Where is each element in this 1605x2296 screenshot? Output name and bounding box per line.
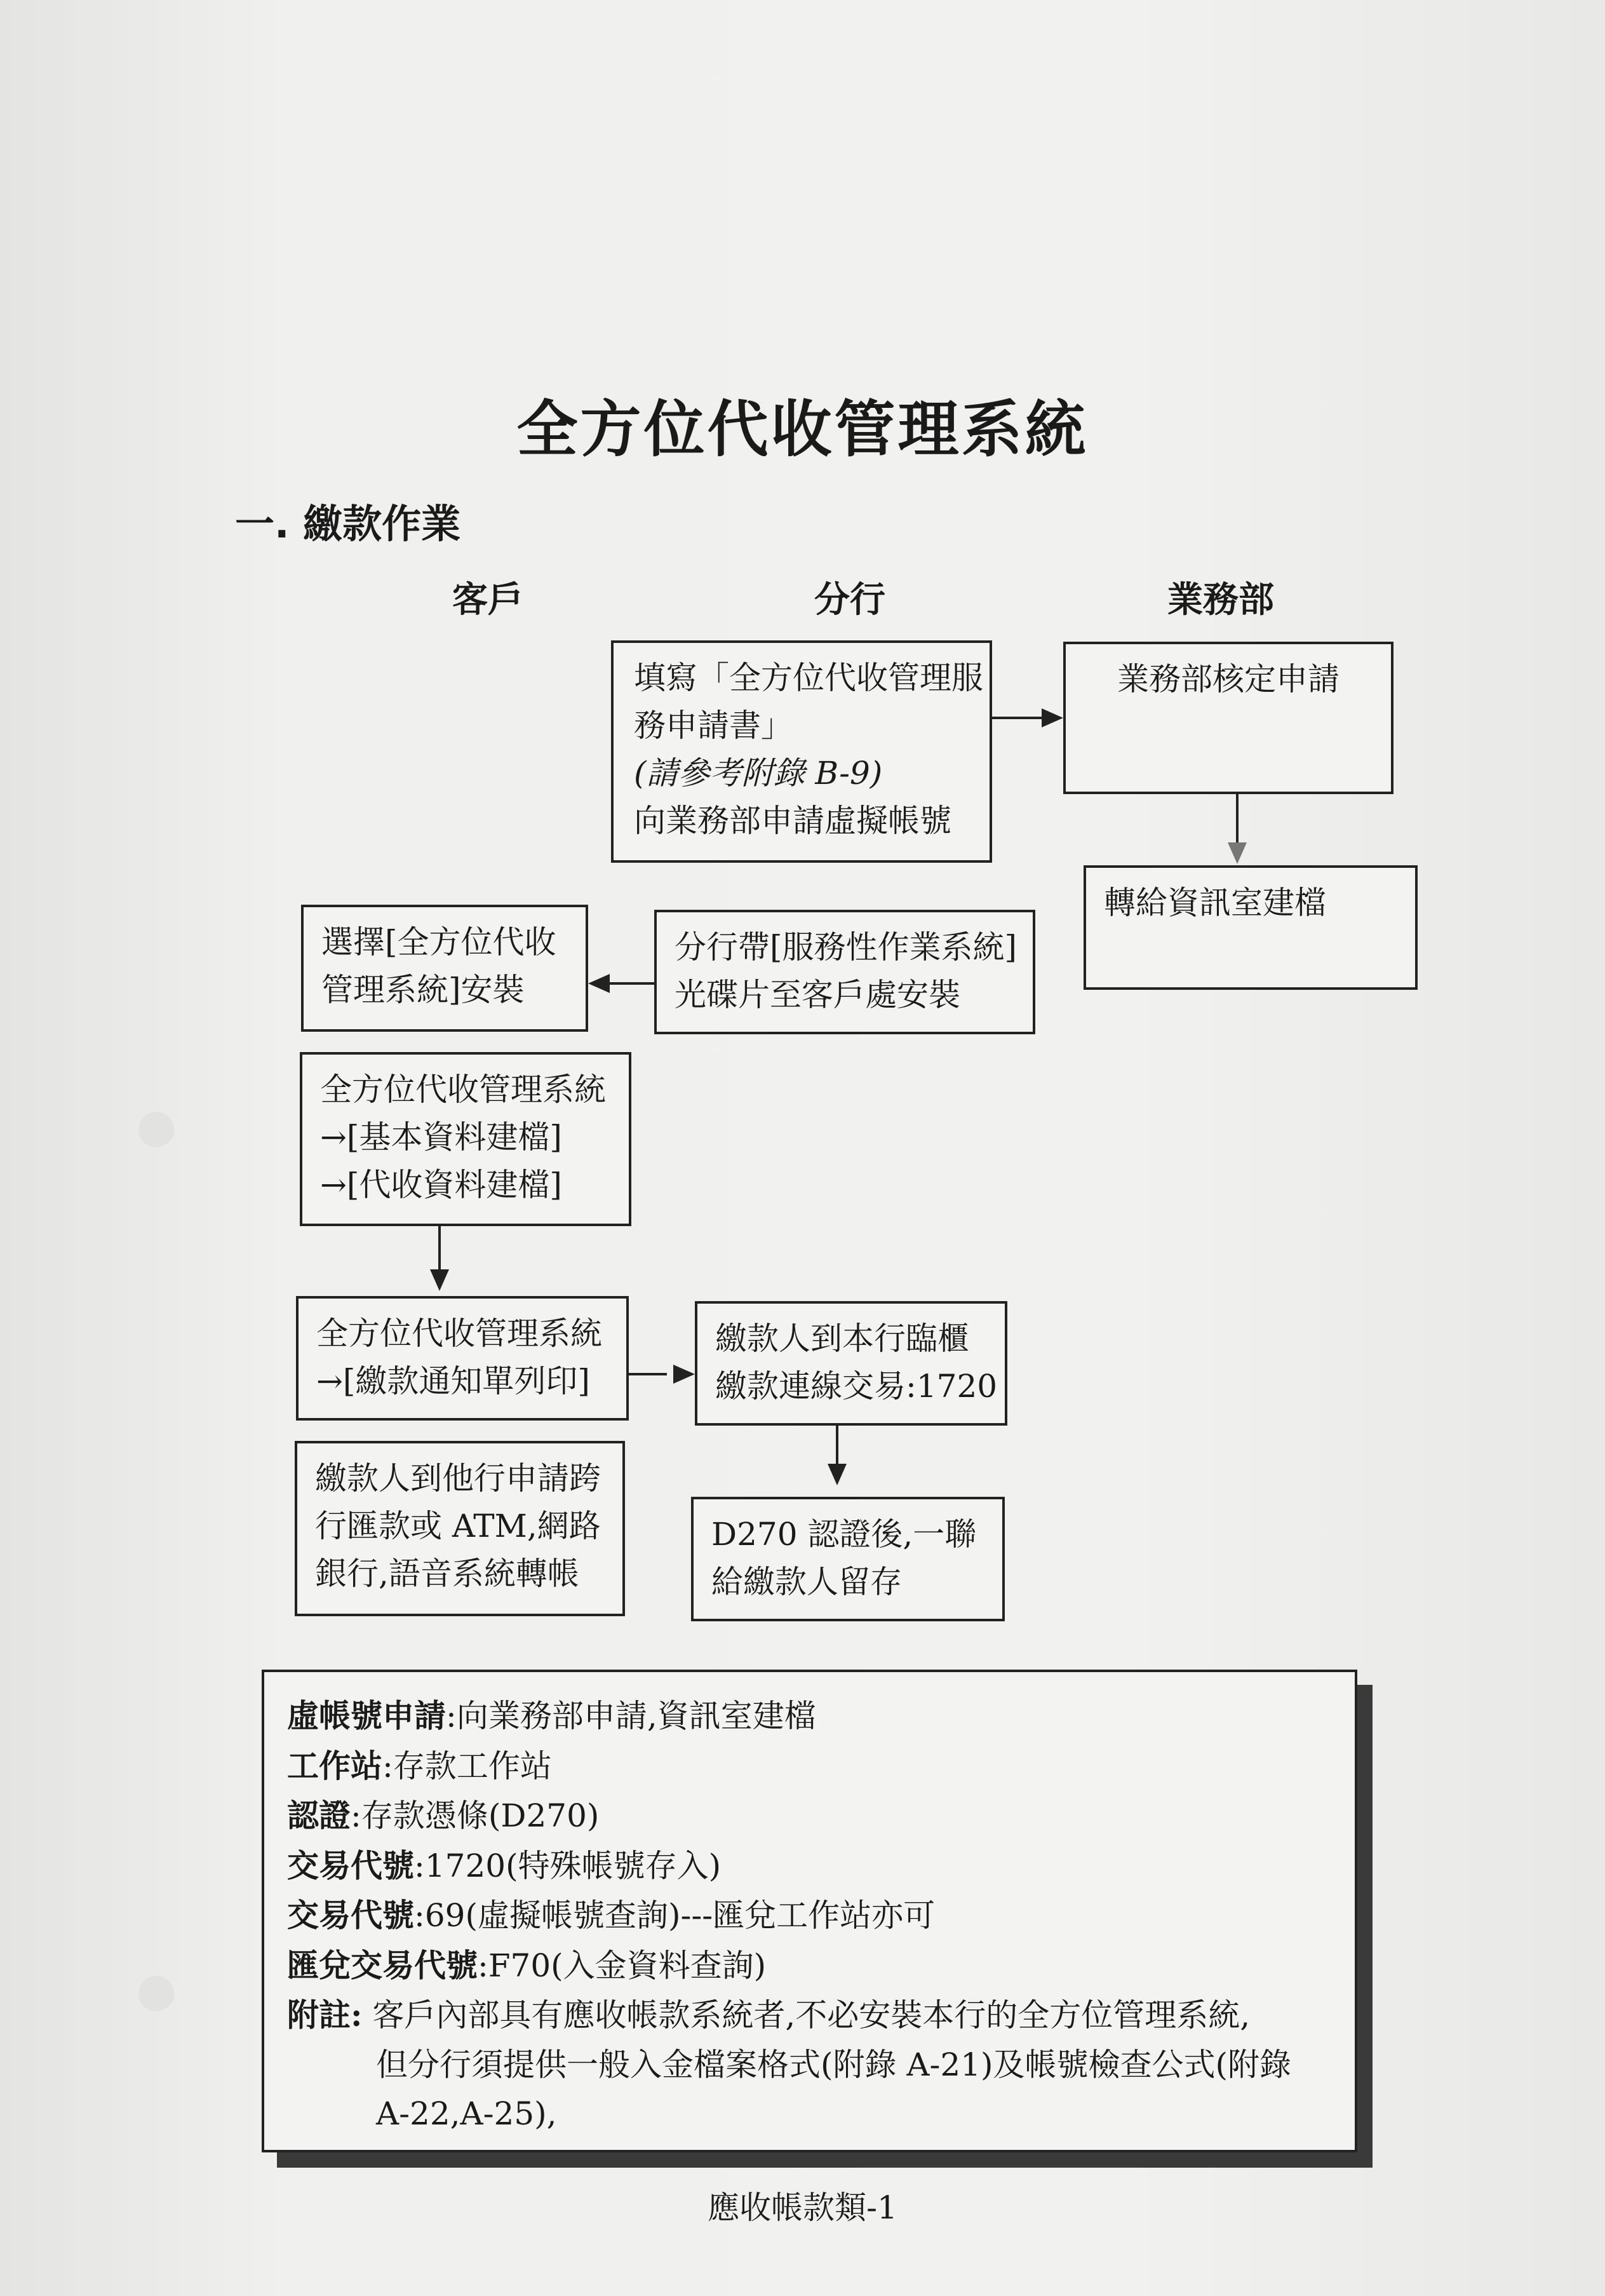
flow-box-branch-counter — [695, 1301, 1007, 1426]
section-heading: 一. 繳款作業 — [235, 501, 461, 547]
flow-connector — [1236, 794, 1239, 845]
note-row — [287, 1741, 1332, 1792]
box-line: 給繳款人留存 — [711, 1563, 902, 1600]
box-line: 分行帶[服務性作業系統] — [675, 929, 1017, 966]
remark-text: 但分行須提供一般入金檔案格式(附錄 A-21)及帳號檢查公式(附錄 — [376, 2046, 1292, 2083]
arrow-right-icon — [673, 1365, 695, 1384]
note-row — [287, 1791, 1332, 1841]
box-line: D270 認證後,一聯 — [711, 1516, 977, 1553]
flow-box-branch-apply — [611, 640, 992, 863]
binder-hole — [138, 1976, 174, 2011]
notes-box — [262, 1670, 1357, 2152]
remark-row — [287, 1990, 1332, 2041]
note-text: :1720(特殊帳號存入) — [414, 1847, 722, 1884]
box-line: 業務部核定申請 — [1117, 661, 1340, 698]
note-label: 認證 — [287, 1797, 351, 1834]
binder-hole — [138, 1112, 174, 1147]
page-footer: 應收帳款類-1 — [708, 2189, 897, 2226]
note-text: :F70(入金資料查詢) — [478, 1947, 767, 1984]
remark-text: A-22,A-25), — [376, 2095, 557, 2132]
note-row — [287, 1891, 1332, 1941]
flow-connector — [629, 1373, 667, 1375]
flow-connector — [836, 1426, 838, 1466]
box-line: →[繳款通知單列印] — [316, 1363, 590, 1400]
flow-box-client-select — [301, 905, 588, 1032]
remark-text: 客戶內部具有應收帳款系統者,不必安裝本行的全方位管理系統, — [372, 1997, 1251, 2034]
note-label: 匯兌交易代號 — [287, 1946, 478, 1984]
note-label: 交易代號 — [287, 1896, 414, 1934]
box-line: →[基本資料建檔] — [320, 1119, 562, 1156]
remark-label: 附註: — [287, 1996, 363, 2034]
flow-box-branch-install — [654, 910, 1035, 1034]
box-line: 全方位代收管理系統 — [316, 1315, 602, 1352]
note-label: 虛帳號申請 — [287, 1697, 446, 1734]
box-line: 管理系統]安裝 — [321, 971, 525, 1008]
flow-box-branch-receipt — [691, 1497, 1005, 1621]
note-row — [287, 1841, 1332, 1891]
flow-connector — [438, 1226, 441, 1271]
arrow-down-icon — [430, 1269, 449, 1291]
note-text: :69(虛擬帳號查詢)---匯兌工作站亦可 — [414, 1897, 936, 1934]
note-text: :向業務部申請,資訊室建檔 — [446, 1698, 816, 1734]
flow-box-hq-transfer — [1084, 865, 1418, 990]
column-header-branch: 分行 — [814, 579, 885, 621]
arrow-right-icon — [1042, 708, 1063, 727]
flow-connector — [608, 982, 654, 985]
arrow-left-icon — [588, 974, 610, 993]
box-line: 行匯款或 ATM,網路 — [315, 1508, 601, 1544]
box-line: →[代收資料建檔] — [320, 1166, 562, 1203]
arrow-down-icon — [828, 1464, 847, 1485]
box-line-reference: (請參考附錄 B-9) — [634, 755, 883, 792]
flow-box-client-setup — [300, 1052, 631, 1226]
note-text: :存款工作站 — [382, 1747, 552, 1785]
box-line: 選擇[全方位代收 — [321, 924, 556, 961]
box-line: 銀行,語音系統轉帳 — [315, 1555, 579, 1592]
box-line: 全方位代收管理系統 — [320, 1071, 606, 1108]
page-title: 全方位代收管理系統 — [516, 394, 1089, 465]
box-line: 務申請書」 — [634, 707, 793, 744]
column-header-hq: 業務部 — [1167, 579, 1274, 621]
note-label: 工作站 — [287, 1746, 382, 1785]
note-row — [287, 1691, 1332, 1741]
note-label: 交易代號 — [287, 1846, 414, 1884]
box-line: 光碟片至客戶處安裝 — [675, 976, 960, 1013]
note-text: :存款憑條(D270) — [351, 1797, 600, 1834]
flow-box-client-other-bank — [295, 1441, 625, 1616]
box-line: 填寫「全方位代收管理服 — [634, 659, 983, 696]
box-line: 向業務部申請虛擬帳號 — [634, 802, 951, 839]
note-row — [287, 1941, 1332, 1991]
box-line: 繳款人到他行申請跨 — [315, 1460, 601, 1497]
box-line: 繳款連線交易:1720 — [715, 1368, 998, 1405]
flow-box-hq-approve — [1063, 642, 1393, 794]
flow-box-client-print — [296, 1296, 629, 1421]
arrow-down-icon — [1228, 842, 1247, 864]
box-line: 繳款人到本行臨櫃 — [715, 1320, 969, 1357]
box-line: 轉給資訊室建檔 — [1104, 884, 1326, 921]
column-header-client: 客戶 — [452, 579, 523, 621]
